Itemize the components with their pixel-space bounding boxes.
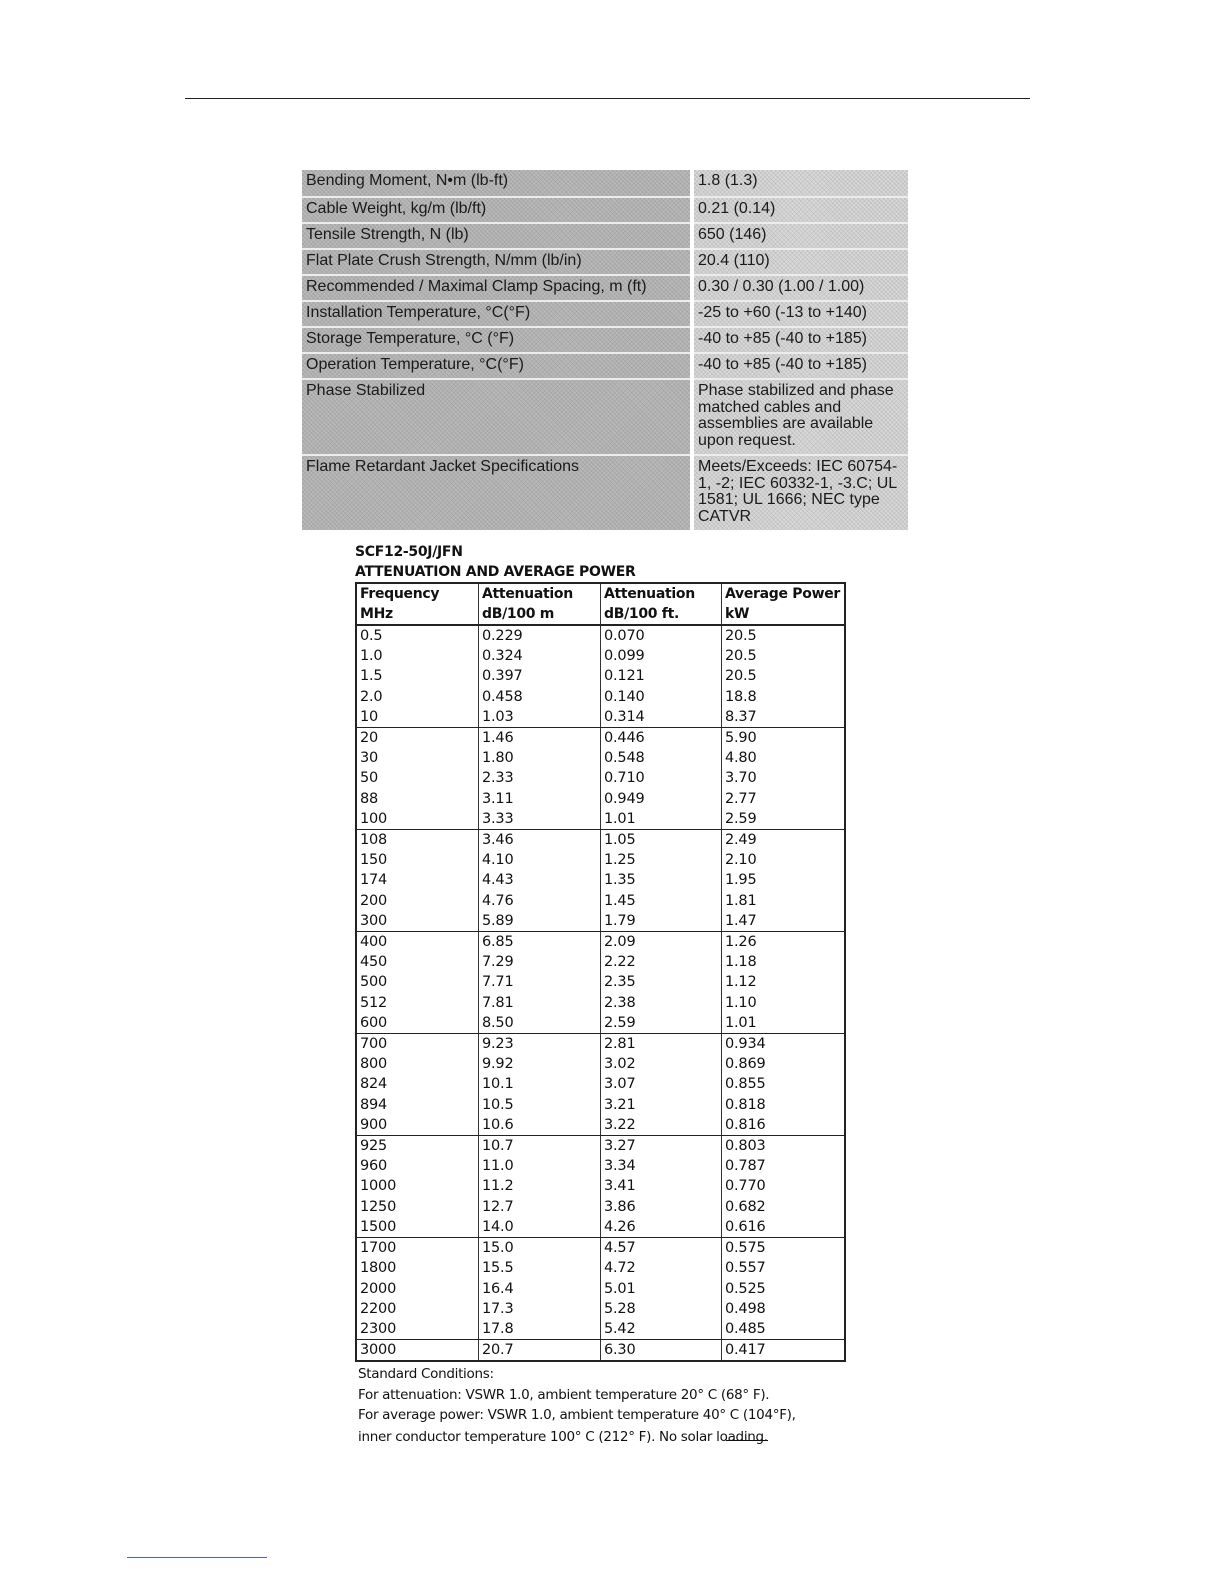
cell-attenuation-m: 0.324	[479, 646, 601, 666]
cell-attenuation-m: 11.0	[479, 1156, 601, 1176]
spec-label: Phase Stabilized	[302, 378, 690, 454]
table-row	[356, 850, 845, 870]
cell-frequency: 600	[356, 1013, 479, 1034]
standard-conditions-notes	[355, 1364, 846, 1447]
cell-average-power: 20.5	[722, 666, 846, 686]
cell-frequency: 925	[356, 1136, 479, 1157]
table-row	[356, 1340, 845, 1362]
spec-value: -40 to +85 (-40 to +185)	[694, 352, 908, 378]
cell-attenuation-ft: 2.22	[601, 952, 722, 972]
cell-frequency: 10	[356, 707, 479, 728]
cell-attenuation-ft: 5.28	[601, 1299, 722, 1319]
cell-attenuation-m: 10.6	[479, 1115, 601, 1136]
spec-row	[302, 378, 908, 454]
spec-row	[302, 170, 908, 196]
notes-line: For average power: VSWR 1.0, ambient temperature 40° C (104°F),	[358, 1407, 796, 1424]
cell-average-power: 8.37	[722, 707, 846, 728]
cell-frequency: 960	[356, 1156, 479, 1176]
cell-average-power: 0.803	[722, 1136, 846, 1157]
spec-label: Flat Plate Crush Strength, N/mm (lb/in)	[302, 248, 690, 274]
table-row	[356, 728, 845, 749]
header-frequency: Frequency MHz	[356, 583, 479, 625]
spec-label: Storage Temperature, °C (°F)	[302, 326, 690, 352]
spec-value: 650 (146)	[694, 222, 908, 248]
table-row	[356, 646, 845, 666]
table-row	[356, 1319, 845, 1340]
cell-attenuation-ft: 4.72	[601, 1258, 722, 1278]
table-row	[356, 809, 845, 830]
cell-attenuation-m: 10.5	[479, 1095, 601, 1115]
cell-frequency: 1000	[356, 1176, 479, 1196]
cell-attenuation-ft: 4.26	[601, 1217, 722, 1238]
cell-attenuation-ft: 1.79	[601, 911, 722, 932]
cell-frequency: 2.0	[356, 687, 479, 707]
spec-label: Flame Retardant Jacket Specifications	[302, 454, 690, 530]
cell-attenuation-m: 11.2	[479, 1176, 601, 1196]
cell-attenuation-ft: 1.45	[601, 891, 722, 911]
cell-attenuation-m: 4.43	[479, 870, 601, 890]
cell-attenuation-m: 10.7	[479, 1136, 601, 1157]
cell-attenuation-ft: 3.22	[601, 1115, 722, 1136]
spec-label: Installation Temperature, °C(°F)	[302, 300, 690, 326]
table-row	[356, 891, 845, 911]
cell-average-power: 2.59	[722, 809, 846, 830]
cell-average-power: 1.95	[722, 870, 846, 890]
spec-row	[302, 352, 908, 378]
cell-attenuation-ft: 0.099	[601, 646, 722, 666]
cell-frequency: 1250	[356, 1197, 479, 1217]
cell-frequency: 1.0	[356, 646, 479, 666]
cell-attenuation-m: 4.10	[479, 850, 601, 870]
cell-attenuation-m: 0.458	[479, 687, 601, 707]
cell-attenuation-ft: 0.446	[601, 728, 722, 749]
header-average-power: Average Power kW	[722, 583, 846, 625]
table-row	[356, 972, 845, 992]
notes-line: Standard Conditions:	[358, 1366, 494, 1383]
attenuation-title: ATTENUATION AND AVERAGE POWER	[355, 564, 636, 580]
table-row	[356, 666, 845, 686]
cell-frequency: 1.5	[356, 666, 479, 686]
cell-attenuation-ft: 0.314	[601, 707, 722, 728]
table-row	[356, 1136, 845, 1157]
specifications-table	[302, 170, 908, 530]
cell-frequency: 50	[356, 768, 479, 788]
cell-attenuation-m: 3.33	[479, 809, 601, 830]
spec-label: Operation Temperature, °C(°F)	[302, 352, 690, 378]
notes-line: inner conductor temperature 100° C (212° F). No solar loading.	[358, 1426, 846, 1448]
spec-row	[302, 222, 908, 248]
table-row	[356, 748, 845, 768]
table-row	[356, 932, 845, 953]
cell-frequency: 800	[356, 1054, 479, 1074]
spec-label: Bending Moment, N•m (lb-ft)	[302, 170, 690, 196]
cell-average-power: 0.616	[722, 1217, 846, 1238]
cell-attenuation-m: 17.3	[479, 1299, 601, 1319]
cell-attenuation-ft: 0.710	[601, 768, 722, 788]
cell-average-power: 20.5	[722, 646, 846, 666]
cell-average-power: 0.575	[722, 1238, 846, 1259]
cell-frequency: 2000	[356, 1279, 479, 1299]
cell-attenuation-ft: 0.121	[601, 666, 722, 686]
cell-attenuation-m: 7.71	[479, 972, 601, 992]
table-row	[356, 993, 845, 1013]
table-row	[356, 830, 845, 851]
table-row	[356, 707, 845, 728]
cell-frequency: 20	[356, 728, 479, 749]
cell-average-power: 2.10	[722, 850, 846, 870]
table-row	[356, 687, 845, 707]
attenuation-section	[355, 542, 846, 1447]
cell-attenuation-ft: 3.34	[601, 1156, 722, 1176]
cell-attenuation-m: 15.5	[479, 1258, 601, 1278]
cell-frequency: 1500	[356, 1217, 479, 1238]
table-row	[356, 1074, 845, 1094]
cell-frequency: 2200	[356, 1299, 479, 1319]
cell-average-power: 1.47	[722, 911, 846, 932]
cell-attenuation-m: 3.46	[479, 830, 601, 851]
table-row	[356, 1034, 845, 1055]
spec-value: Meets/Exceeds: IEC 60754-1, -2; IEC 60332-1, -3.C; UL 1581; UL 1666; NEC type CATVR	[694, 454, 908, 530]
cell-attenuation-m: 2.33	[479, 768, 601, 788]
cell-attenuation-ft: 2.59	[601, 1013, 722, 1034]
spec-value: 20.4 (110)	[694, 248, 908, 274]
table-row	[356, 1299, 845, 1319]
spec-value: -40 to +85 (-40 to +185)	[694, 326, 908, 352]
cell-average-power: 20.5	[722, 625, 846, 646]
table-row	[356, 625, 845, 646]
cell-attenuation-m: 7.81	[479, 993, 601, 1013]
table-row	[356, 1197, 845, 1217]
cell-frequency: 100	[356, 809, 479, 830]
attenuation-body	[356, 625, 845, 1361]
table-row	[356, 1013, 845, 1034]
cell-attenuation-ft: 6.30	[601, 1340, 722, 1362]
table-row	[356, 1217, 845, 1238]
cell-attenuation-ft: 2.09	[601, 932, 722, 953]
spec-label: Recommended / Maximal Clamp Spacing, m (ft)	[302, 274, 690, 300]
cell-attenuation-m: 16.4	[479, 1279, 601, 1299]
spec-value: 0.30 / 0.30 (1.00 / 1.00)	[694, 274, 908, 300]
cell-average-power: 18.8	[722, 687, 846, 707]
cell-average-power: 0.816	[722, 1115, 846, 1136]
header-rule	[185, 98, 1030, 99]
cell-frequency: 400	[356, 932, 479, 953]
cell-frequency: 500	[356, 972, 479, 992]
cell-attenuation-ft: 1.35	[601, 870, 722, 890]
table-row	[356, 1238, 845, 1259]
spec-row	[302, 274, 908, 300]
cell-average-power: 3.70	[722, 768, 846, 788]
cell-attenuation-m: 8.50	[479, 1013, 601, 1034]
cell-frequency: 1700	[356, 1238, 479, 1259]
attenuation-table	[355, 582, 846, 1362]
table-row	[356, 1156, 845, 1176]
cell-attenuation-ft: 0.949	[601, 789, 722, 809]
cell-average-power: 1.81	[722, 891, 846, 911]
spec-row	[302, 196, 908, 222]
cell-attenuation-m: 1.03	[479, 707, 601, 728]
cell-frequency: 824	[356, 1074, 479, 1094]
cell-attenuation-ft: 2.38	[601, 993, 722, 1013]
cell-average-power: 4.80	[722, 748, 846, 768]
underline-mark	[726, 1426, 768, 1441]
model-number: SCF12-50J/JFN	[355, 544, 463, 560]
cell-attenuation-m: 0.229	[479, 625, 601, 646]
cell-attenuation-m: 14.0	[479, 1217, 601, 1238]
cell-frequency: 174	[356, 870, 479, 890]
cell-average-power: 1.01	[722, 1013, 846, 1034]
cell-attenuation-ft: 2.35	[601, 972, 722, 992]
cell-attenuation-ft: 1.05	[601, 830, 722, 851]
notes-line: For attenuation: VSWR 1.0, ambient temperature 20° C (68° F).	[358, 1386, 770, 1403]
spec-value: Phase stabilized and phase matched cables and assemblies are available upon request.	[694, 378, 908, 454]
cell-attenuation-m: 7.29	[479, 952, 601, 972]
attenuation-header-row	[356, 583, 845, 625]
cell-frequency: 108	[356, 830, 479, 851]
table-row	[356, 911, 845, 932]
cell-average-power: 0.417	[722, 1340, 846, 1362]
cell-average-power: 0.787	[722, 1156, 846, 1176]
header-attenuation-m: Attenuation dB/100 m	[479, 583, 601, 625]
cell-average-power: 1.26	[722, 932, 846, 953]
cell-attenuation-ft: 3.21	[601, 1095, 722, 1115]
cell-frequency: 512	[356, 993, 479, 1013]
cell-frequency: 150	[356, 850, 479, 870]
spec-row	[302, 326, 908, 352]
spec-value: 1.8 (1.3)	[694, 170, 908, 196]
cell-frequency: 200	[356, 891, 479, 911]
cell-frequency: 2300	[356, 1319, 479, 1340]
header-attenuation-ft: Attenuation dB/100 ft.	[601, 583, 722, 625]
cell-attenuation-m: 1.46	[479, 728, 601, 749]
cell-frequency: 88	[356, 789, 479, 809]
cell-average-power: 0.557	[722, 1258, 846, 1278]
cell-attenuation-m: 9.92	[479, 1054, 601, 1074]
cell-frequency: 300	[356, 911, 479, 932]
cell-attenuation-ft: 0.140	[601, 687, 722, 707]
cell-frequency: 700	[356, 1034, 479, 1055]
table-row	[356, 870, 845, 890]
cell-average-power: 0.682	[722, 1197, 846, 1217]
table-row	[356, 952, 845, 972]
cell-average-power: 1.10	[722, 993, 846, 1013]
cell-attenuation-m: 4.76	[479, 891, 601, 911]
cell-attenuation-ft: 2.81	[601, 1034, 722, 1055]
table-row	[356, 1258, 845, 1278]
cell-attenuation-ft: 5.42	[601, 1319, 722, 1340]
spec-value: -25 to +60 (-13 to +140)	[694, 300, 908, 326]
spec-value: 0.21 (0.14)	[694, 196, 908, 222]
cell-frequency: 900	[356, 1115, 479, 1136]
cell-frequency: 450	[356, 952, 479, 972]
cell-frequency: 0.5	[356, 625, 479, 646]
cell-attenuation-ft: 3.27	[601, 1136, 722, 1157]
spec-row	[302, 454, 908, 530]
cell-average-power: 0.525	[722, 1279, 846, 1299]
cell-attenuation-ft: 0.548	[601, 748, 722, 768]
table-row	[356, 1176, 845, 1196]
cell-attenuation-m: 3.11	[479, 789, 601, 809]
cell-attenuation-m: 17.8	[479, 1319, 601, 1340]
spec-row	[302, 248, 908, 274]
cell-attenuation-m: 1.80	[479, 748, 601, 768]
cell-average-power: 5.90	[722, 728, 846, 749]
table-row	[356, 768, 845, 788]
table-row	[356, 789, 845, 809]
spec-label: Tensile Strength, N (lb)	[302, 222, 690, 248]
cell-average-power: 0.498	[722, 1299, 846, 1319]
cell-frequency: 894	[356, 1095, 479, 1115]
cell-average-power: 0.855	[722, 1074, 846, 1094]
cell-average-power: 1.12	[722, 972, 846, 992]
cell-attenuation-m: 20.7	[479, 1340, 601, 1362]
cell-average-power: 0.770	[722, 1176, 846, 1196]
cell-attenuation-m: 5.89	[479, 911, 601, 932]
cell-attenuation-ft: 4.57	[601, 1238, 722, 1259]
cell-attenuation-ft: 1.01	[601, 809, 722, 830]
cell-average-power: 2.49	[722, 830, 846, 851]
cell-attenuation-m: 12.7	[479, 1197, 601, 1217]
cell-attenuation-ft: 3.86	[601, 1197, 722, 1217]
table-row	[356, 1095, 845, 1115]
cell-average-power: 2.77	[722, 789, 846, 809]
table-row	[356, 1054, 845, 1074]
cell-frequency: 1800	[356, 1258, 479, 1278]
cell-average-power: 0.869	[722, 1054, 846, 1074]
cell-attenuation-ft: 3.02	[601, 1054, 722, 1074]
cell-attenuation-ft: 3.41	[601, 1176, 722, 1196]
cell-attenuation-ft: 1.25	[601, 850, 722, 870]
table-row	[356, 1115, 845, 1136]
spec-label: Cable Weight, kg/m (lb/ft)	[302, 196, 690, 222]
cell-average-power: 0.485	[722, 1319, 846, 1340]
cell-frequency: 3000	[356, 1340, 479, 1362]
cell-attenuation-m: 6.85	[479, 932, 601, 953]
cell-attenuation-m: 10.1	[479, 1074, 601, 1094]
cell-frequency: 30	[356, 748, 479, 768]
spec-row	[302, 300, 908, 326]
cell-average-power: 0.934	[722, 1034, 846, 1055]
cell-attenuation-m: 9.23	[479, 1034, 601, 1055]
cell-attenuation-m: 15.0	[479, 1238, 601, 1259]
cell-attenuation-ft: 3.07	[601, 1074, 722, 1094]
cell-attenuation-ft: 0.070	[601, 625, 722, 646]
footer-link-rule	[127, 1557, 267, 1558]
cell-average-power: 0.818	[722, 1095, 846, 1115]
cell-average-power: 1.18	[722, 952, 846, 972]
cell-attenuation-m: 0.397	[479, 666, 601, 686]
table-row	[356, 1279, 845, 1299]
cell-attenuation-ft: 5.01	[601, 1279, 722, 1299]
